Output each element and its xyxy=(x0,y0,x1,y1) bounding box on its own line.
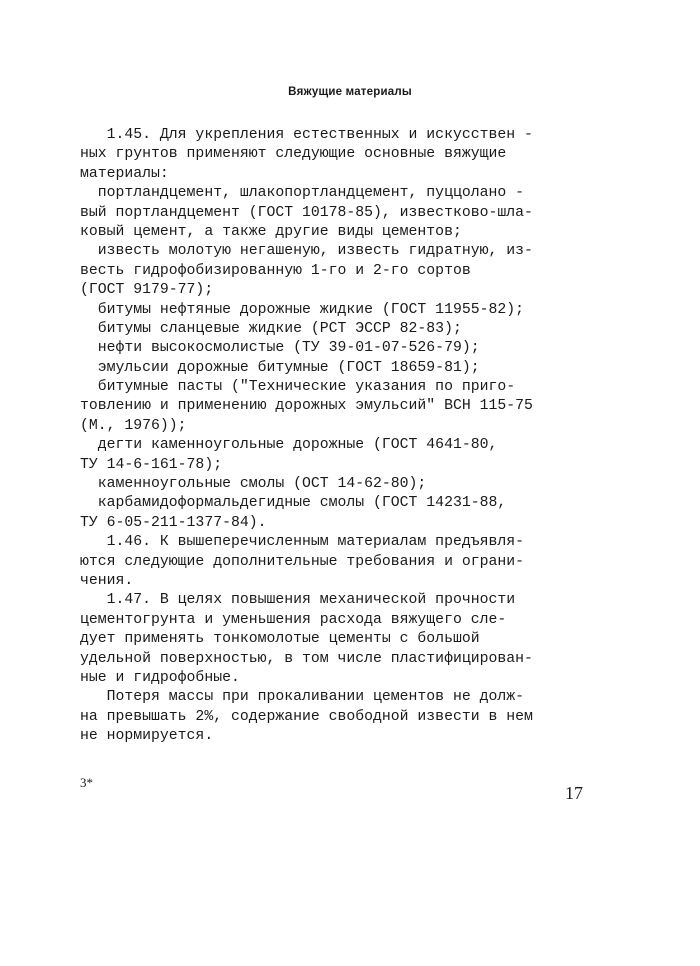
signature-mark: 3* xyxy=(80,775,93,790)
text-line: 1.45. Для укрепления естественных и искусствен - xyxy=(80,127,533,143)
text-line: вый портландцемент (ГОСТ 10178-85), известково-шла- xyxy=(80,204,533,221)
text-line: битумные пасты ("Технические указания по приго- xyxy=(80,379,516,396)
text-line: ных грунтов применяют следующие основные вяжущие xyxy=(80,146,507,163)
text-line: 1.46. К вышеперечисленным материалам предъявля- xyxy=(80,534,524,551)
text-line: битумы нефтяные дорожные жидкие (ГОСТ 11955-82); xyxy=(80,301,524,318)
text-line: ТУ 6-05-211-1377-84). xyxy=(80,514,267,531)
text-line: портландцемент, шлакопортландцемент, пуццолано - xyxy=(80,185,524,202)
text-line: дует применять тонкомолотые цементы с большой xyxy=(80,631,480,648)
text-line: нефти высокосмолистые (ТУ 39-01-07-526-79); xyxy=(80,340,480,357)
text-line: цементогрунта и уменьшения расхода вяжущего сле- xyxy=(80,611,507,628)
text-line: весть гидрофобизированную 1-го и 2-го сортов xyxy=(80,262,471,279)
text-line: ковый цемент, а также другие виды цементов; xyxy=(80,223,462,240)
text-line: ТУ 14-6-161-78); xyxy=(80,456,223,473)
text-line: материалы: xyxy=(80,165,169,182)
text-line: (ГОСТ 9179-77); xyxy=(80,282,214,299)
text-line: товлению и применению дорожных эмульсий" ВСН 115-75 xyxy=(80,398,533,415)
page-number: 17 xyxy=(565,783,583,803)
text-line: эмульсии дорожные битумные (ГОСТ 18659-81); xyxy=(80,359,480,376)
text-line: ные и гидрофобные. xyxy=(80,669,240,686)
text-line: известь молотую негашеную, известь гидратную, из- xyxy=(80,243,533,260)
text-line: дегти каменноугольные дорожные (ГОСТ 4641-80, xyxy=(80,437,498,454)
text-line: (М., 1976)); xyxy=(80,417,187,434)
text-line: 1.47. В целях повышения механической прочности xyxy=(80,592,516,609)
text-line: Потеря массы при прокаливании цементов не долж- xyxy=(80,689,524,706)
text-line: ются следующие дополнительные требования и ограни- xyxy=(80,553,524,570)
text-line: каменноугольные смолы (ОСТ 14-62-80); xyxy=(80,476,427,493)
text-line: удельной поверхностью, в том числе пластифицирован- xyxy=(80,650,533,667)
text-line: на превышать 2%, содержание свободной извести в нем xyxy=(80,708,533,725)
text-line: не нормируется. xyxy=(80,728,214,745)
text-line: чения. xyxy=(80,572,134,589)
section-heading: Вяжущие материалы xyxy=(288,86,412,98)
text-line: битумы сланцевые жидкие (РСТ ЭССР 82-83); xyxy=(80,320,462,337)
text-line: карбамидоформальдегидные смолы (ГОСТ 14231-88, xyxy=(80,495,507,512)
body-text xyxy=(80,126,600,747)
